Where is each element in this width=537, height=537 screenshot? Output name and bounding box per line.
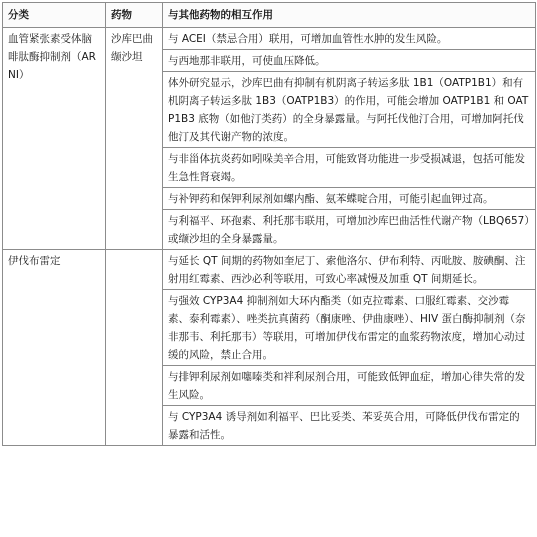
- interaction-cell: 与西地那非联用，可使血压降低。: [163, 50, 536, 72]
- category-cell: 血管紧张素受体脑啡肽酶抑制剂（ARNI）: [3, 28, 106, 250]
- header-category: 分类: [3, 3, 106, 28]
- table-row: [3, 250, 536, 290]
- interaction-cell: 与补钾药和保钾利尿剂如螺内酯、氨苯蝶啶合用，可能引起血钾过高。: [163, 188, 536, 210]
- header-drug: 药物: [106, 3, 163, 28]
- interaction-cell: 与非甾体抗炎药如吲哚美辛合用，可能致肾功能进一步受损减退，包括可能发生急性肾衰竭。: [163, 148, 536, 188]
- interaction-cell: 与 ACEI（禁忌合用）联用，可增加血管性水肿的发生风险。: [163, 28, 536, 50]
- interaction-cell: 与利福平、环孢素、利托那韦联用，可增加沙库巴曲活性代谢产物（LBQ657）或缬沙坦的全身暴露量。: [163, 210, 536, 250]
- interaction-cell: 与 CYP3A4 诱导剂如利福平、巴比妥类、苯妥英合用，可降低伊伐布雷定的暴露和活性。: [163, 406, 536, 446]
- header-row: [3, 3, 536, 28]
- drug-interaction-table: [2, 2, 536, 446]
- header-interactions: 与其他药物的相互作用: [163, 3, 536, 28]
- interaction-cell: 体外研究显示，沙库巴曲有抑制有机阴离子转运多肽 1B1（OATP1B1）和有机阴离子转运多肽 1B3（OATP1B3）的作用，可能会增加 OATP1B1 和 OATP1B3 底物（如他汀类药）的全身暴露量。与阿托伐他汀合用，可增加阿托伐他汀及其代谢产物的浓度。: [163, 72, 536, 148]
- interaction-cell: 与强效 CYP3A4 抑制剂如大环内酯类（如克拉霉素、口服红霉素、交沙霉素、泰利霉素）、唑类抗真菌药（酮康唑、伊曲康唑）、HIV 蛋白酶抑制剂（奈非那韦、利托那韦）等联用，可增加伊伐布雷定的血浆药物浓度，增加心动过缓的风险，禁止合用。: [163, 290, 536, 366]
- drug-cell: 沙库巴曲缬沙坦: [106, 28, 163, 250]
- drug-cell: [106, 250, 163, 446]
- table-row: [3, 28, 536, 50]
- interaction-cell: 与排钾利尿剂如噻嗪类和袢利尿剂合用，可能致低钾血症，增加心律失常的发生风险。: [163, 366, 536, 406]
- interaction-cell: 与延长 QT 间期的药物如奎尼丁、索他洛尔、伊布利特、丙吡胺、胺碘酮、注射用红霉素、西沙必利等联用，可致心率减慢及加重 QT 间期延长。: [163, 250, 536, 290]
- category-cell: 伊伐布雷定: [3, 250, 106, 446]
